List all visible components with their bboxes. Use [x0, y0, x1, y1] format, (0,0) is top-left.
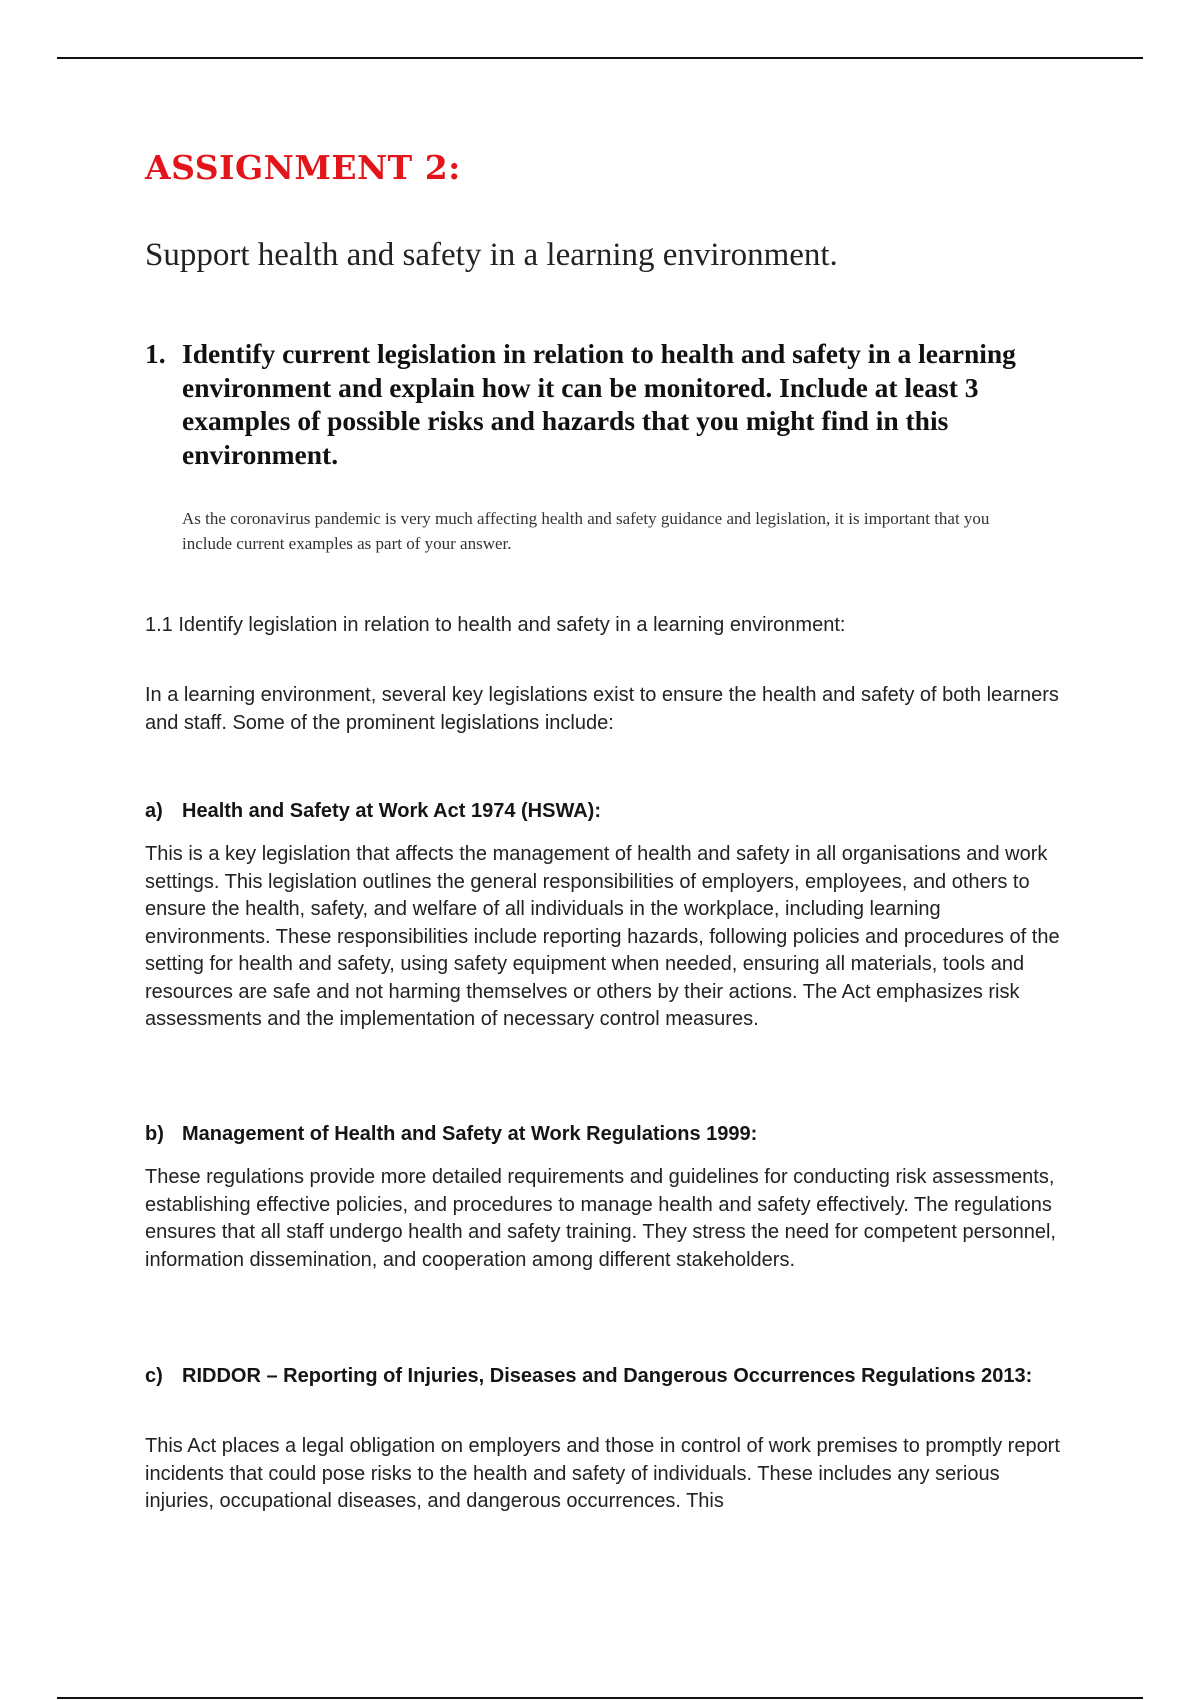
question-1 [145, 337, 1065, 471]
legislation-heading-c [145, 1362, 1065, 1390]
legislation-body-b: These regulations provide more detailed requirements and guidelines for conducting risk assessments, establishing effective policies, and procedures to manage health and safety effectively. The regulations ensures that all staff undergo health and safety training. They stress the need for competent personnel, information dissemination, and cooperation among different stakeholders. [145, 1166, 1056, 1271]
assignment-subtitle: Support health and safety in a learning environment. [145, 237, 838, 273]
legislation-heading-b [145, 1120, 1065, 1148]
legislation-letter: c) [145, 1365, 163, 1387]
legislation-body-a: This is a key legislation that affects the management of health and safety in all organisations and work settings. This legislation outlines the general responsibilities of employers, employees, and others to ensure the health, safety, and welfare of all individuals in the workplace, including learning environments. These responsibilities include reporting hazards, following policies and procedures of the setting for health and safety, using safety equipment when needed, ensuring all materials, tools and resources are safe and not harming themselves or others by their actions. The Act emphasizes risk assessments and the implementation of necessary control measures. [145, 843, 1060, 1030]
answer-subheading: 1.1 Identify legislation in relation to health and safety in a learning environment: [145, 614, 846, 636]
question-number: 1. [145, 338, 166, 369]
legislation-letter: b) [145, 1123, 164, 1145]
legislation-heading-a [145, 797, 1065, 825]
legislation-title: Health and Safety at Work Act 1974 (HSWA): [182, 800, 601, 822]
assignment-title: ASSIGNMENT 2: [145, 148, 461, 187]
question-note: As the coronavirus pandemic is very much affecting health and safety guidance and legislation, it is important that you include current examples as part of your answer. [182, 509, 990, 553]
legislation-body-c: This Act places a legal obligation on employers and those in control of work premises to promptly report incidents that could pose risks to the health and safety of individuals. These includes any serious injuries, occupational diseases, and dangerous occurrences. This [145, 1435, 1060, 1512]
legislation-letter: a) [145, 800, 163, 822]
question-text: Identify current legislation in relation to health and safety in a learning environment and explain how it can be monitored. Include at least 3 examples of possible risks and hazards that you might find in this environment. [182, 338, 1016, 470]
answer-intro: In a learning environment, several key legislations exist to ensure the health and safety of both learners and staff. Some of the prominent legislations include: [145, 684, 1059, 734]
legislation-title: RIDDOR – Reporting of Injuries, Diseases and Dangerous Occurrences Regulations 2013: [182, 1365, 1033, 1387]
bottom-rule [57, 1697, 1143, 1699]
legislation-title: Management of Health and Safety at Work Regulations 1999: [182, 1123, 758, 1145]
top-rule [57, 57, 1143, 59]
